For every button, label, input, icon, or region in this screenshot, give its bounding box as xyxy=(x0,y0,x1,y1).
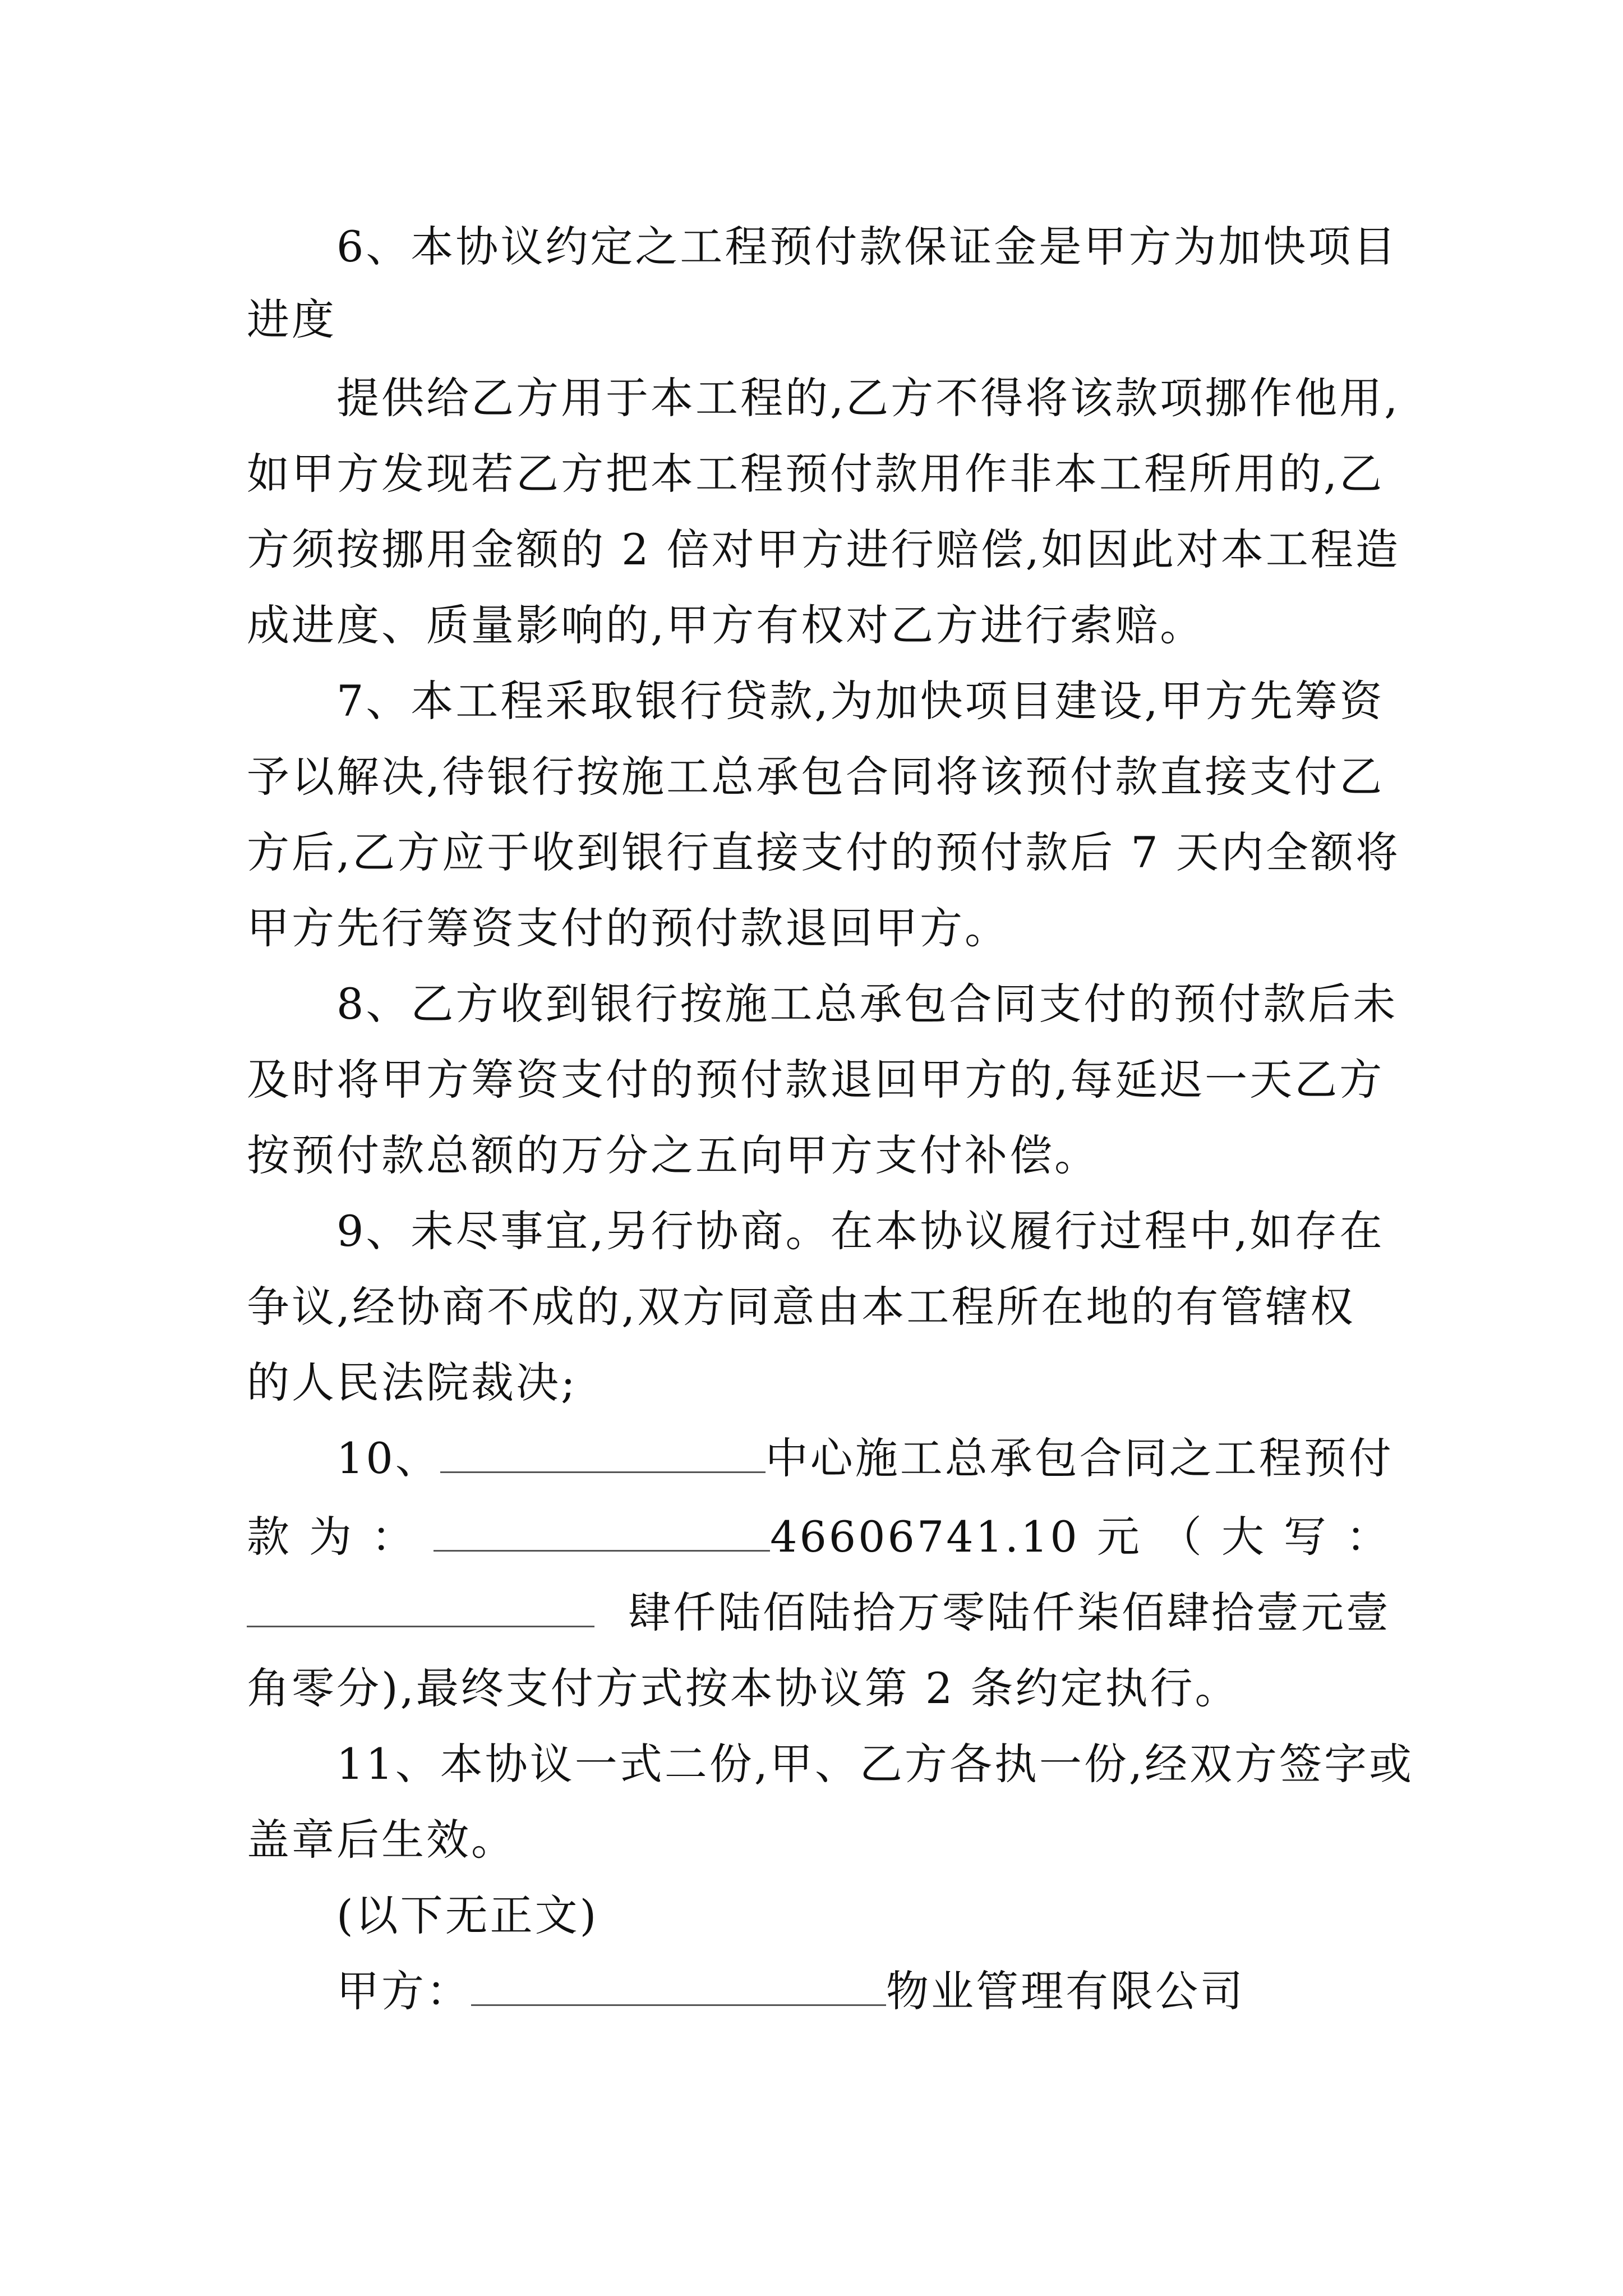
item-7-line-1: 7、本工程采取银行贷款,为加快项目建设,甲方先筹资 xyxy=(336,676,1385,726)
item-9-line-2: 争议,经协商不成的,双方同意由本工程所在地的有管辖权 xyxy=(247,1282,1355,1332)
item-6-line-1: 6、本协议约定之工程预付款保证金是甲方为加快项目 xyxy=(336,222,1398,272)
item-11-line-1: 11、本协议一式二份,甲、乙方各执一份,经双方签字或 xyxy=(336,1739,1414,1789)
party-a-name-blank xyxy=(471,1970,886,2006)
amount-group xyxy=(434,1509,1080,1565)
item-10-prefix: 10、 xyxy=(336,1433,440,1483)
item-9-line-1: 9、未尽事宜,另行协商。在本协议履行过程中,如存在 xyxy=(336,1206,1385,1256)
party-a-company-suffix: 物业管理有限公司 xyxy=(886,1966,1245,2016)
item-6-cont-line-1: 提供给乙方用于本工程的,乙方不得将该款项挪作他用, xyxy=(336,373,1400,423)
item-6-cont-line-2: 如甲方发现若乙方把本工程预付款用作非本工程所用的,乙 xyxy=(247,449,1385,499)
item-6-cont-line-3: 方须按挪用金额的 2 倍对甲方进行赔偿,如因此对本工程造 xyxy=(247,524,1400,574)
tail-char-paren: （ xyxy=(1159,1512,1204,1562)
item-8-line-3: 按预付款总额的万分之五向甲方支付补偿。 xyxy=(247,1130,1099,1180)
tail-char-yuan: 元 xyxy=(1096,1512,1142,1562)
label-char-colon: ： xyxy=(371,1512,417,1562)
label-char-kuan: 款 xyxy=(247,1512,292,1562)
item-10-line-1 xyxy=(336,1430,1394,1487)
amount-in-words: 肆仟陆佰陆拾万零陆仟柒佰肆拾壹元壹 xyxy=(628,1588,1391,1637)
item-8-line-2: 及时将甲方筹资支付的预付款退回甲方的,每延迟一天乙方 xyxy=(247,1055,1385,1105)
item-8-line-1: 8、乙方收到银行按施工总承包合同支付的预付款后未 xyxy=(336,979,1398,1029)
tail-char-colon: ： xyxy=(1345,1512,1391,1562)
item-9-line-3: 的人民法院裁决; xyxy=(247,1358,578,1407)
item-11-line-2: 盖章后生效。 xyxy=(247,1815,516,1865)
party-a-label: 甲方： xyxy=(336,1966,471,2016)
amount-words-blank xyxy=(247,1591,594,1627)
item-7-line-3: 方后,乙方应于收到银行直接支付的预付款后 7 天内全额将 xyxy=(247,827,1400,877)
end-note: (以下无正文) xyxy=(336,1890,599,1940)
item-7-line-4: 甲方先行筹资支付的预付款退回甲方。 xyxy=(247,903,1009,953)
amount-prefix-blank xyxy=(434,1515,770,1552)
item-6-line-2: 进度 xyxy=(247,295,336,344)
project-name-blank xyxy=(440,1437,766,1473)
item-7-line-2: 予以解决,待银行按施工总承包合同将该预付款直接支付乙 xyxy=(247,752,1385,802)
item-10-line-1-text: 中心施工总承包合同之工程预付 xyxy=(765,1433,1394,1483)
item-10-line-3 xyxy=(247,1585,1391,1641)
item-10-line-2 xyxy=(247,1509,1391,1565)
label-char-wei: 为 xyxy=(309,1512,354,1562)
item-6-cont-line-4: 成进度、质量影响的,甲方有权对乙方进行索赔。 xyxy=(247,600,1205,650)
amount-value: 46606741.10 xyxy=(770,1512,1080,1562)
item-10-line-4: 角零分),最终支付方式按本协议第 2 条约定执行。 xyxy=(247,1663,1240,1713)
tail-char-da: 大 xyxy=(1221,1512,1266,1562)
party-a-signature-line xyxy=(336,1963,1391,2019)
tail-char-xie: 写 xyxy=(1283,1512,1329,1562)
